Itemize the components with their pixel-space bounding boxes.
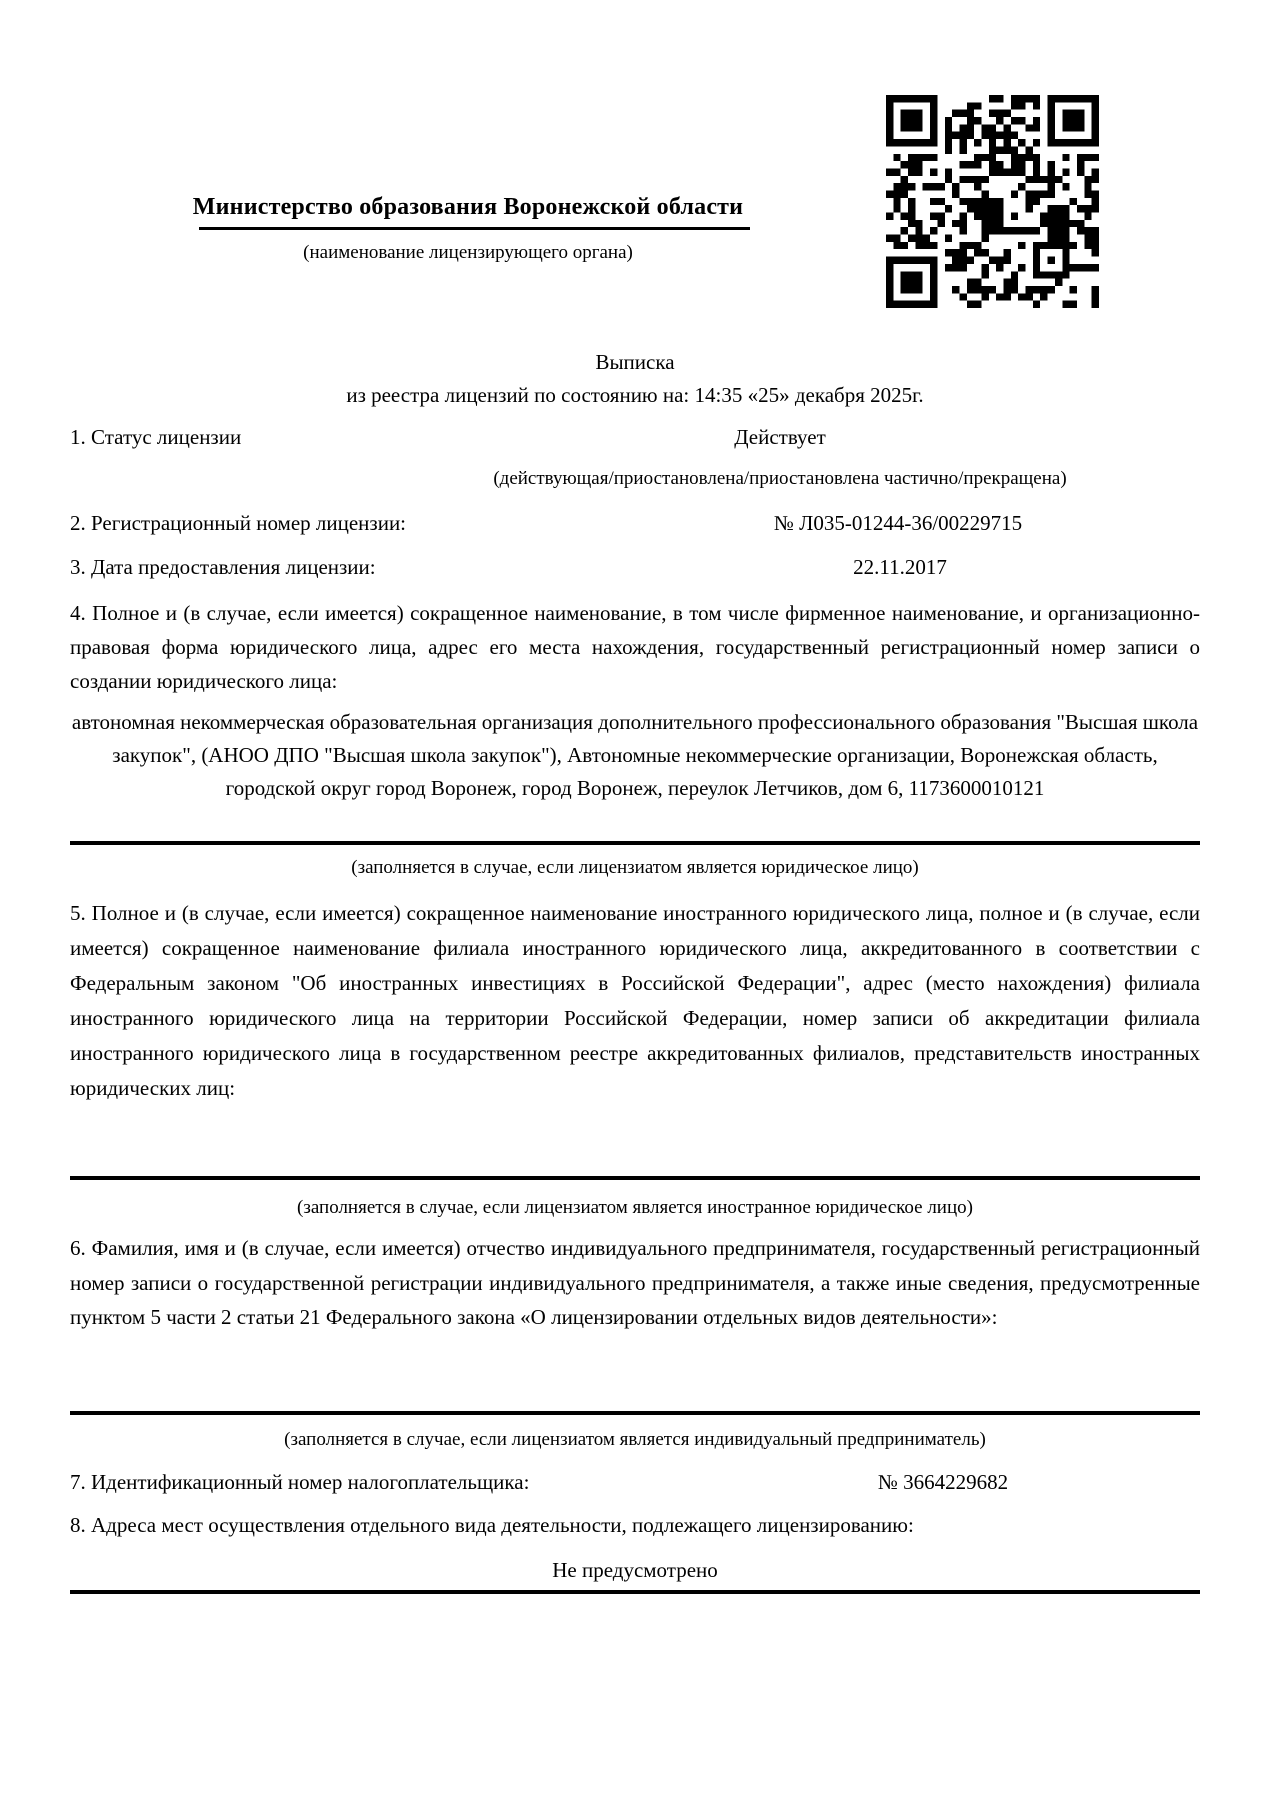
field-legal-entity-caption: (заполняется в случае, если лицензиатом является юридическое лицо) [351,857,919,878]
field-status-value: Действует [734,425,826,449]
doc-subtitle: из реестра лицензий по состоянию на: 14:35 «25» декабря 2025г. [346,383,924,407]
field-legal-entity-label: 4. Полное и (в случае, если имеется) сокращенное наименование, в том числе фирменное наименование, и организационно-правовая форма юридического лица, адрес его места нахождения, государственный регистрационный номер записи о создании юридического лица: [70,601,1200,693]
field-entrepreneur-label: 6. Фамилия, имя и (в случае, если имеется) отчество индивидуального предпринимателя, государственный регистрационный номер записи о государственной регистрации индивидуального предпринимателя, а также иные сведения, предусмотренные пунктом 5 части 2 статьи 21 Федерального закона «О лицензировании отдельных видов деятельности»: [70,1236,1200,1329]
field-reg-number-label: 2. Регистрационный номер лицензии: [70,511,407,535]
section-divider-legal-entity [70,841,1200,845]
doc-title: Выписка [595,350,675,374]
field-grant-date-value: 22.11.2017 [853,555,947,579]
field-addresses-value: Не предусмотрено [552,1558,718,1582]
field-foreign-entity-caption: (заполняется в случае, если лицензиатом является иностранное юридическое лицо) [297,1197,973,1218]
field-status-label: 1. Статус лицензии [70,425,242,449]
licensing-authority-name: Министерство образования Воронежской области [192,194,744,220]
qr-code [886,95,1099,308]
field-legal-entity-value: автономная некоммерческая образовательная организация дополнительного профессионального образования "Высшая школа закупок", (АНОО ДПО "Высшая школа закупок"), Автономные некоммерческие организации, Воронежская область, городской округ город Воронеж, город Воронеж, переулок Летчиков, дом 6, 1173600010121 [71,710,1199,800]
field-inn-label: 7. Идентификационный номер налогоплательщика: [70,1470,530,1494]
field-reg-number-value: № Л035-01244-36/00229715 [773,511,1023,535]
field-inn-value: № 3664229682 [877,1470,1009,1494]
section-divider-addresses [70,1590,1200,1594]
licensing-authority-caption: (наименование лицензирующего органа) [303,242,633,263]
section-divider-entrepreneur [70,1411,1200,1415]
authority-underline [199,227,750,230]
field-grant-date-label: 3. Дата предоставления лицензии: [70,555,376,579]
field-addresses-label: 8. Адреса мест осуществления отдельного вида деятельности, подлежащего лицензированию: [70,1513,914,1537]
field-entrepreneur-caption: (заполняется в случае, если лицензиатом является индивидуальный предприниматель) [284,1429,986,1450]
section-divider-foreign-entity [70,1176,1200,1180]
field-status-caption: (действующая/приостановлена/приостановлена частично/прекращена) [493,468,1067,489]
field-foreign-entity-label: 5. Полное и (в случае, если имеется) сокращенное наименование иностранного юридического лица, полное и (в случае, если имеется) сокращенное наименование филиала иностранного юридического лица, аккредитованного в соответствии с Федеральным законом "Об иностранных инвестициях в Российской Федерации", адрес (место нахождения) филиала иностранного юридического лица на территории Российской Федерации, номер записи об аккредитации филиала иностранного юридического лица в государственном реестре аккредитованных филиалов, представительств иностранных юридических лиц: [70,901,1200,1100]
